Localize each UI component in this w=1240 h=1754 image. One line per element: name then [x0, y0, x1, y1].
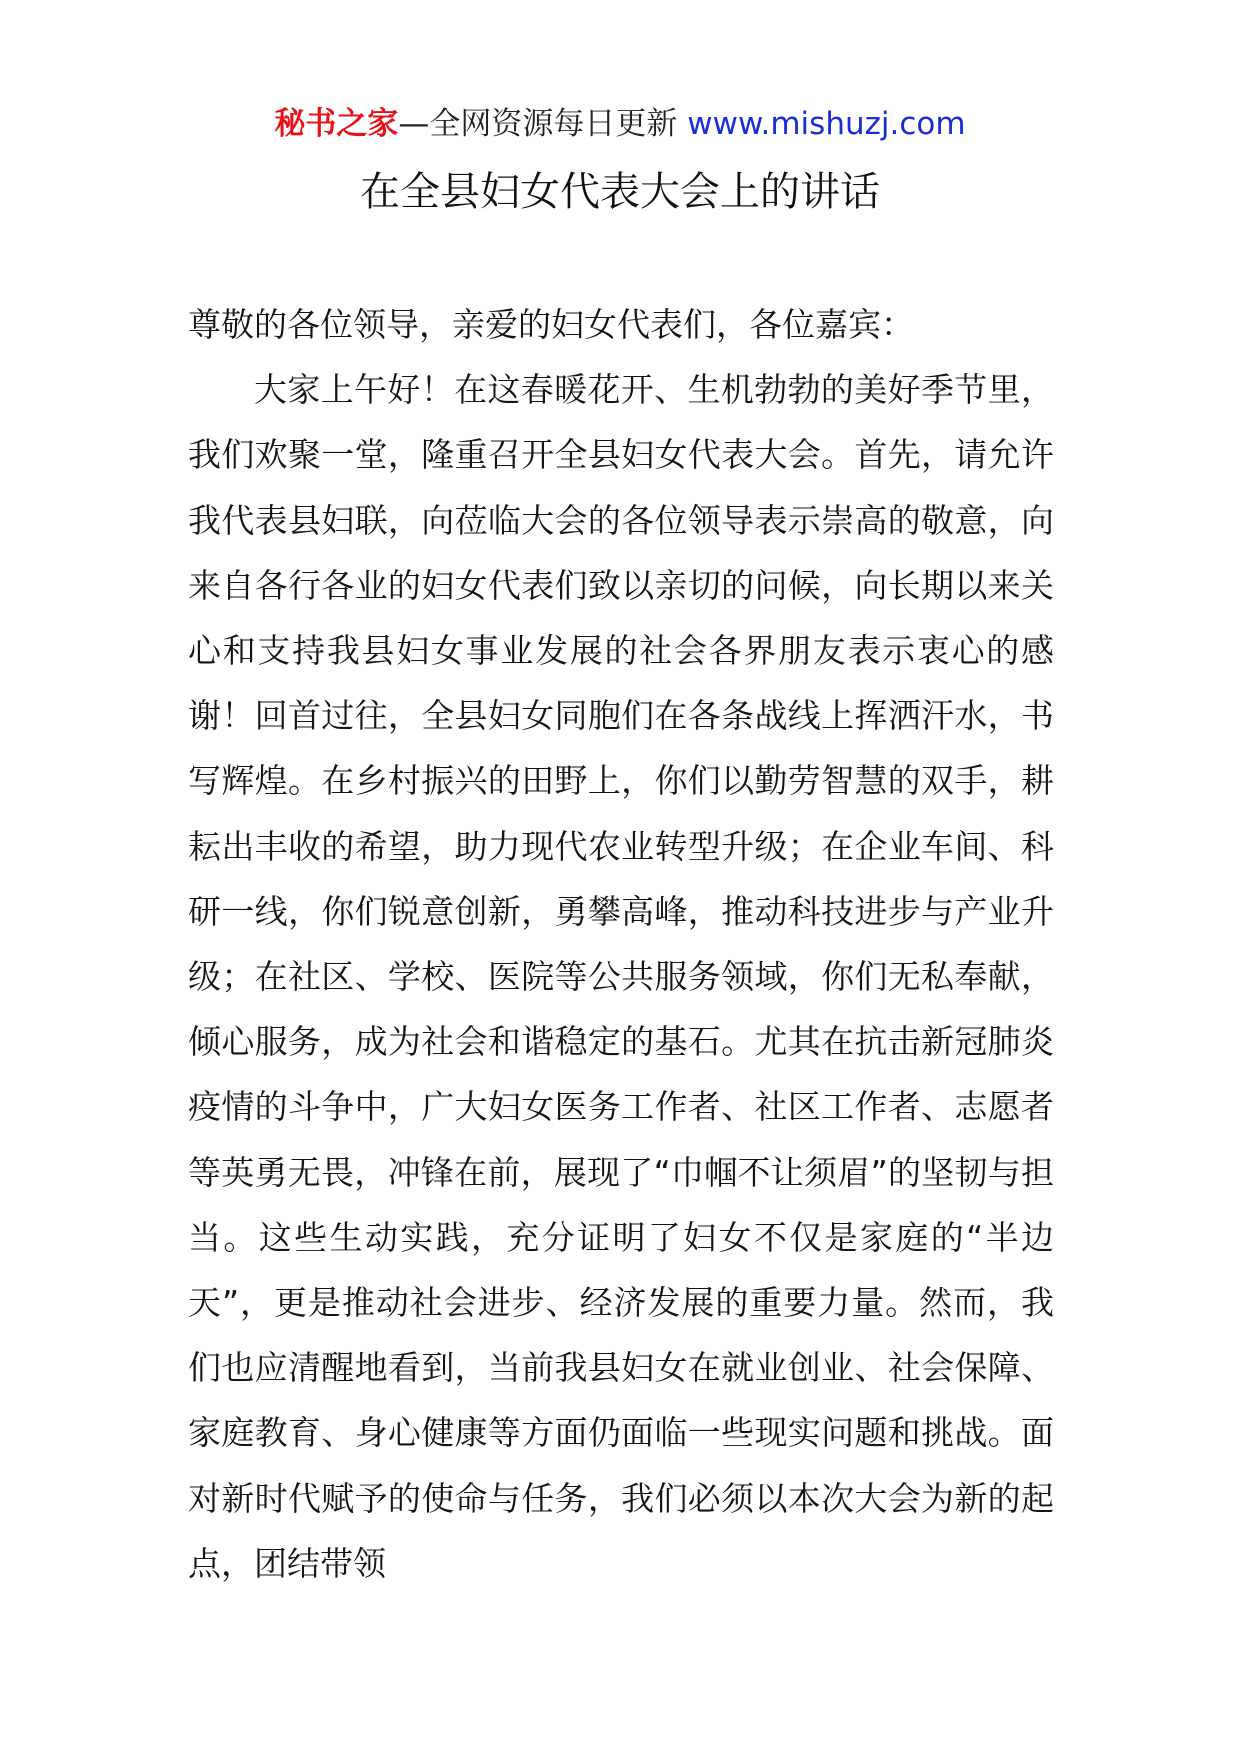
document-title: 在全县妇女代表大会上的讲话 — [360, 169, 880, 215]
site-url-link[interactable]: www.mishuzj.com — [687, 106, 966, 142]
site-brand: 秘书之家 — [274, 106, 399, 142]
site-banner — [0, 100, 1240, 148]
document-body — [188, 292, 1054, 1596]
salutation: 尊敬的各位领导，亲爱的妇女代表们，各位嘉宾： — [188, 305, 914, 344]
body-paragraph: 大家上午好！在这春暖花开、生机勃勃的美好季节里，我们欢聚一堂，隆重召开全县妇女代表大会。首先，请允许我代表县妇联，向莅临大会的各位领导表示崇高的敬意，向来自各行各业的妇女代表们致以亲切的问候，向长期以来关心和支持我县妇女事业发展的社会各界朋友表示衷心的感谢！回首过往，全县妇女同胞们在各条战线上挥洒汗水，书写辉煌。在乡村振兴的田野上，你们以勤劳智慧的双手，耕耘出丰收的希望，助力现代农业转型升级；在企业车间、科研一线，你们锐意创新，勇攀高峰，推动科技进步与产业升级；在社区、学校、医院等公共服务领域，你们无私奉献，倾心服务，成为社会和谐稳定的基石。尤其在抗击新冠肺炎疫情的斗争中，广大妇女医务工作者、社区工作者、志愿者等英勇无畏，冲锋在前，展现了“巾帼不让须眉”的坚韧与担当。这些生动实践，充分证明了妇女不仅是家庭的“半边天”，更是推动社会进步、经济发展的重要力量。然而，我们也应清醒地看到，当前我县妇女在就业创业、社会保障、家庭教育、身心健康等方面仍面临一些现实问题和挑战。面对新时代赋予的使命与任务，我们必须以本次大会为新的起点，团结带领 — [188, 370, 1054, 1583]
site-tagline: —全网资源每日更新 — [398, 106, 678, 142]
